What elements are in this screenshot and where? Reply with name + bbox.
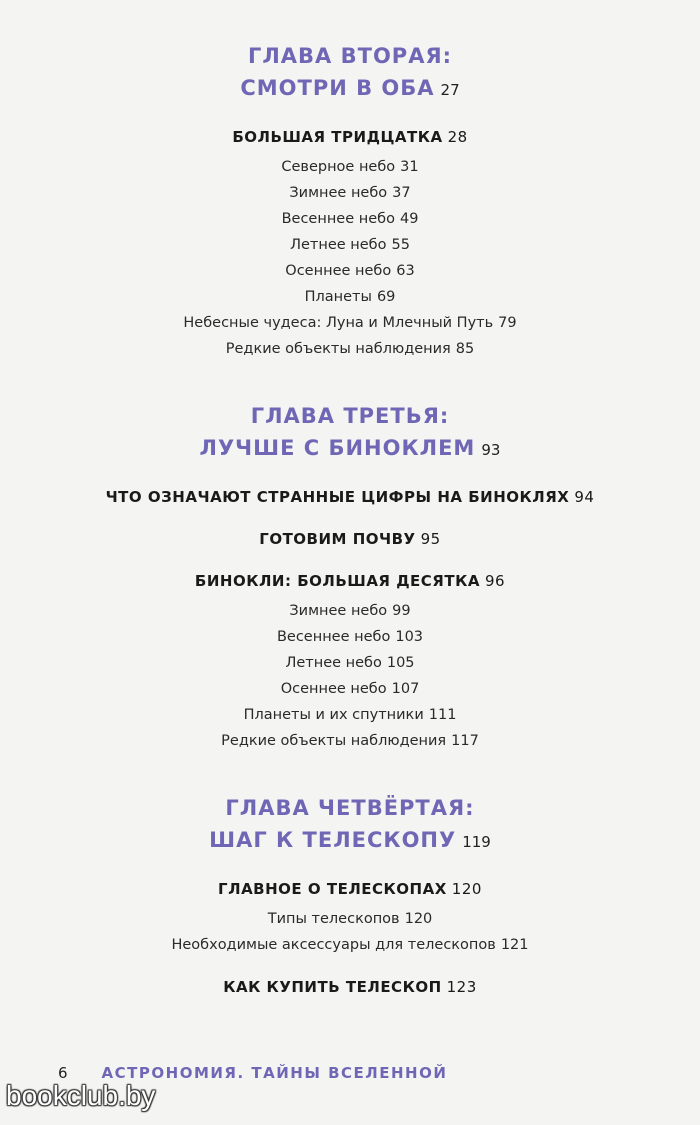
- section-page-number: 94: [574, 488, 595, 506]
- toc-entry: [0, 676, 700, 702]
- entry-page-number: 63: [396, 263, 415, 279]
- entry-page-number: 55: [391, 237, 410, 253]
- entry-label: Необходимые аксессуары для телескопов: [171, 937, 496, 953]
- chapter-heading: [0, 400, 700, 466]
- entry-page-number: 121: [500, 937, 529, 953]
- table-of-contents: [0, 40, 700, 998]
- entry-label: Планеты: [304, 289, 372, 305]
- toc-entry: [0, 284, 700, 310]
- entry-page-number: 120: [404, 911, 433, 927]
- toc-entry: [0, 336, 700, 362]
- chapter-block: [0, 40, 700, 362]
- chapter-title-line2: СМОТРИ В ОБА: [240, 76, 435, 100]
- entry-page-number: 49: [399, 211, 419, 227]
- chapter-title-line1: ГЛАВА ВТОРАЯ:: [247, 44, 453, 68]
- section-title: БИНОКЛИ: БОЛЬШАЯ ДЕСЯТКА: [194, 572, 480, 590]
- section-heading: [0, 976, 700, 998]
- entry-label: Осеннее небо: [280, 681, 387, 697]
- section-title: КАК КУПИТЬ ТЕЛЕСКОП: [223, 978, 442, 996]
- chapter-block: [0, 792, 700, 998]
- entry-label: Летнее небо: [285, 655, 382, 671]
- toc-entry: [0, 598, 700, 624]
- entry-page-number: 107: [391, 681, 420, 697]
- chapter-block: [0, 400, 700, 754]
- section-heading: [0, 878, 700, 900]
- chapter-page-number: 93: [481, 441, 501, 459]
- entry-label: Планеты и их спутники: [243, 707, 424, 723]
- toc-entry: [0, 906, 700, 932]
- entry-label: Редкие объекты наблюдения: [225, 341, 451, 357]
- toc-entry: [0, 932, 700, 958]
- section-title: ГОТОВИМ ПОЧВУ: [259, 530, 416, 548]
- entry-page-number: 103: [395, 629, 424, 645]
- section-page-number: 123: [446, 978, 477, 996]
- section-heading: [0, 486, 700, 508]
- toc-entry: [0, 154, 700, 180]
- section-page-number: 96: [484, 572, 506, 590]
- toc-entry: [0, 310, 700, 336]
- entry-page-number: 117: [451, 733, 479, 749]
- running-title: АСТРОНОМИЯ. ТАЙНЫ ВСЕЛЕННОЙ: [101, 1064, 448, 1082]
- chapter-title-line2: ЛУЧШЕ С БИНОКЛЕМ: [199, 436, 476, 460]
- entry-page-number: 111: [428, 707, 457, 723]
- entry-page-number: 69: [376, 289, 396, 305]
- chapter-page-number: 119: [462, 833, 491, 851]
- toc-entry: [0, 650, 700, 676]
- toc-entry: [0, 180, 700, 206]
- toc-entry: [0, 258, 700, 284]
- entry-label: Осеннее небо: [285, 263, 392, 279]
- toc-entry: [0, 232, 700, 258]
- toc-entry: [0, 206, 700, 232]
- entry-label: Редкие объекты наблюдения: [221, 733, 447, 749]
- section-heading: [0, 528, 700, 550]
- section-page-number: 28: [447, 128, 468, 146]
- chapter-page-number: 27: [440, 81, 460, 99]
- section-heading: [0, 570, 700, 592]
- section-page-number: 95: [420, 530, 441, 548]
- entry-page-number: 31: [400, 159, 419, 175]
- section-title: БОЛЬШАЯ ТРИДЦАТКА: [232, 128, 443, 146]
- toc-entry: [0, 728, 700, 754]
- entry-label: Северное небо: [281, 159, 396, 175]
- entry-label: Летнее небо: [290, 237, 387, 253]
- section-title: ЧТО ОЗНАЧАЮТ СТРАННЫЕ ЦИФРЫ НА БИНОКЛЯХ: [105, 488, 570, 506]
- entry-page-number: 99: [392, 603, 411, 619]
- entry-label: Весеннее небо: [276, 629, 391, 645]
- chapter-heading: [0, 792, 700, 858]
- toc-entry: [0, 624, 700, 650]
- chapter-heading: [0, 40, 700, 106]
- entry-label: Весеннее небо: [281, 211, 395, 227]
- entry-page-number: 105: [386, 655, 415, 671]
- section-page-number: 120: [451, 880, 482, 898]
- chapter-title-line1: ГЛАВА ТРЕТЬЯ:: [250, 404, 450, 428]
- entry-page-number: 85: [455, 341, 475, 357]
- toc-entry: [0, 702, 700, 728]
- footer-page-number: 6: [58, 1064, 68, 1082]
- entry-label: Типы телескопов: [267, 911, 400, 927]
- watermark-logo: bookclub.by: [6, 1080, 156, 1111]
- entry-label: Зимнее небо: [289, 185, 388, 201]
- chapter-title-line1: ГЛАВА ЧЕТВЁРТАЯ:: [225, 796, 475, 820]
- entry-label: Небесные чудеса: Луна и Млечный Путь: [183, 315, 494, 331]
- section-heading: [0, 126, 700, 148]
- section-title: ГЛАВНОЕ О ТЕЛЕСКОПАХ: [218, 880, 447, 898]
- entry-page-number: 37: [392, 185, 411, 201]
- chapter-title-line2: ШАГ К ТЕЛЕСКОПУ: [209, 828, 457, 852]
- entry-label: Зимнее небо: [289, 603, 388, 619]
- entry-page-number: 79: [498, 315, 517, 331]
